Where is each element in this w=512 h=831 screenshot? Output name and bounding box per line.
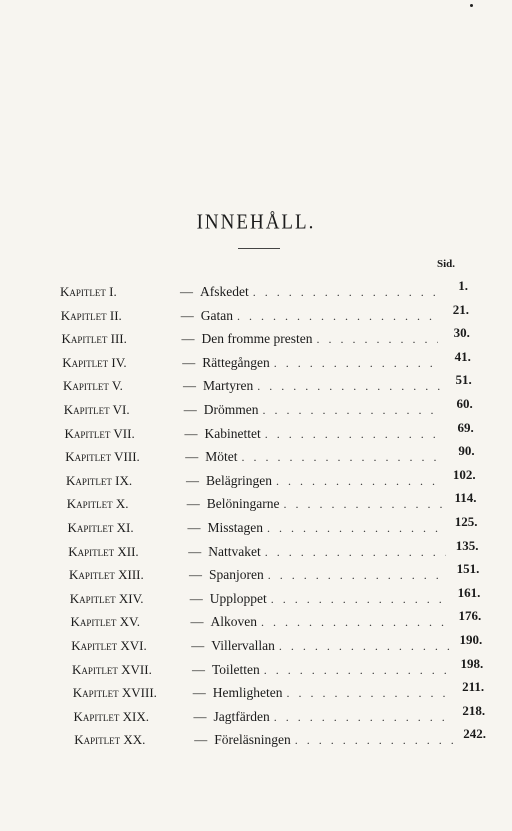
chapter-title: Mötet: [205, 449, 238, 465]
chapter-title: Jagtfärden: [213, 708, 270, 724]
chapter-number: Kapitlet XI.: [67, 520, 134, 535]
dash-separator: —: [191, 638, 205, 653]
toc-entry: [74, 726, 487, 754]
dot-leader: [257, 379, 440, 394]
toc-entry: [69, 584, 481, 613]
chapter-number: Kapitlet V.: [63, 378, 123, 394]
toc-entry: [73, 702, 486, 731]
dash-separator: —: [187, 520, 201, 535]
toc-entry: [65, 443, 475, 471]
dash-separator: —: [183, 378, 196, 394]
chapter-number: Kapitlet III.: [61, 331, 127, 347]
toc-entry: [71, 632, 483, 660]
toc-entry: [61, 325, 470, 353]
dash-separator: —: [190, 614, 204, 630]
page-number: 60.: [456, 396, 473, 411]
chapter-number: Kapitlet XVII.: [72, 661, 152, 677]
toc-entry: [72, 679, 485, 707]
chapter-number: Kapitlet II.: [60, 307, 122, 323]
toc-entry: [69, 561, 480, 589]
dash-separator: —: [189, 567, 202, 583]
page-number: 151.: [456, 561, 480, 577]
toc-entry: [68, 537, 479, 566]
page-number: 198.: [460, 655, 484, 671]
dot-leader: [316, 332, 437, 347]
page-number: 218.: [462, 702, 486, 718]
dash-separator: —: [194, 732, 208, 748]
dot-leader: [283, 497, 444, 512]
toc-entry: [67, 514, 478, 542]
page-number: 69.: [457, 419, 474, 435]
dot-leader: [242, 450, 443, 465]
chapter-number: Kapitlet XVIII.: [72, 685, 157, 701]
page-number: 21.: [452, 301, 469, 317]
chapter-title: Misstagen: [207, 520, 263, 535]
dash-separator: —: [180, 307, 194, 323]
dash-separator: —: [184, 425, 198, 441]
chapter-number: Kapitlet X.: [66, 496, 129, 512]
dot-leader: [253, 285, 436, 300]
chapter-title: Belöningarne: [206, 496, 280, 512]
chapter-title: Villervallan: [211, 638, 275, 653]
page-number: 51.: [455, 372, 472, 388]
dot-leader: [265, 545, 447, 560]
page-column-header: Sid.: [437, 258, 456, 270]
dot-leader: [264, 663, 451, 678]
toc-entry: [64, 419, 474, 448]
dash-separator: —: [181, 331, 195, 347]
chapter-number: Kapitlet XIX.: [73, 708, 149, 724]
dash-separator: —: [192, 661, 205, 677]
page-number: 135.: [455, 537, 479, 553]
dash-separator: —: [183, 402, 197, 417]
chapter-number: Kapitlet IV.: [62, 354, 127, 370]
chapter-title: Hemligheten: [212, 685, 283, 701]
chapter-number: Kapitlet XIV.: [69, 590, 144, 606]
chapter-number: Kapitlet VI.: [63, 402, 130, 417]
chapter-number: Kapitlet I.: [60, 284, 117, 299]
chapter-title: Nattvaket: [208, 543, 261, 559]
dot-leader: [237, 309, 437, 324]
toc-entry: [72, 655, 484, 684]
page-number: 90.: [458, 443, 475, 459]
chapter-title: Martyren: [203, 378, 254, 394]
page-number: 125.: [454, 514, 478, 529]
dash-separator: —: [182, 354, 196, 370]
toc-entry: [60, 278, 468, 306]
dot-leader: [276, 474, 444, 489]
chapter-title: Drömmen: [203, 402, 259, 417]
dash-separator: —: [193, 708, 207, 724]
dash-separator: —: [180, 284, 193, 299]
dash-separator: —: [189, 590, 203, 606]
chapter-number: Kapitlet VIII.: [65, 449, 140, 465]
page-number: 176.: [458, 608, 482, 624]
toc-entry: [62, 348, 471, 377]
chapter-title: Toiletten: [212, 661, 260, 677]
dot-leader: [286, 686, 452, 701]
page-number: 242.: [463, 726, 487, 742]
page-number: 30.: [453, 325, 470, 341]
chapter-title: Rättegången: [202, 354, 270, 370]
chapter-title: Den fromme presten: [201, 331, 313, 347]
page-title: INNEHÅLL.: [196, 210, 316, 235]
toc-entry: [66, 466, 476, 495]
dot-leader: [271, 592, 449, 607]
page-number: 41.: [454, 348, 471, 364]
toc-entry: [63, 396, 473, 424]
page-number: 102.: [452, 466, 476, 482]
dot-leader: [263, 403, 441, 418]
toc-entry: [63, 372, 472, 400]
chapter-title: Föreläsningen: [214, 732, 291, 748]
dash-separator: —: [192, 685, 206, 701]
chapter-title: Spanjoren: [209, 567, 264, 583]
chapter-title: Belägringen: [206, 472, 272, 488]
toc-entry: [66, 490, 477, 518]
chapter-number: Kapitlet XII.: [68, 543, 139, 559]
dash-separator: —: [185, 449, 199, 465]
toc-entry: [60, 301, 469, 330]
chapter-title: Gatan: [200, 307, 233, 323]
page-number: 1.: [458, 278, 468, 293]
dot-leader: [261, 615, 449, 630]
chapter-number: Kapitlet XIII.: [69, 567, 144, 583]
chapter-title: Kabinettet: [204, 425, 261, 441]
chapter-title: Upploppet: [209, 590, 267, 606]
chapter-title: Alkoven: [210, 614, 257, 630]
dot-leader: [274, 356, 439, 371]
chapter-title: Afskedet: [200, 284, 249, 299]
toc-entry: [70, 608, 482, 636]
page-number: 114.: [454, 490, 477, 506]
dot-leader: [279, 639, 450, 654]
dot-leader: [274, 710, 453, 725]
chapter-number: Kapitlet XV.: [70, 614, 140, 630]
dot-leader: [268, 568, 448, 583]
dot-leader: [267, 521, 446, 536]
page-number: 161.: [457, 584, 481, 600]
dash-separator: —: [188, 543, 202, 559]
dash-separator: —: [186, 472, 199, 488]
chapter-number: Kapitlet XX.: [74, 732, 146, 748]
dot-leader: [295, 733, 454, 748]
chapter-number: Kapitlet VII.: [64, 425, 135, 441]
chapter-number: Kapitlet IX.: [66, 472, 133, 488]
page-number: 190.: [459, 632, 483, 647]
chapter-number: Kapitlet XVI.: [71, 638, 147, 653]
page-number: 211.: [462, 679, 485, 695]
dash-separator: —: [186, 496, 200, 512]
dot-leader: [265, 427, 442, 442]
